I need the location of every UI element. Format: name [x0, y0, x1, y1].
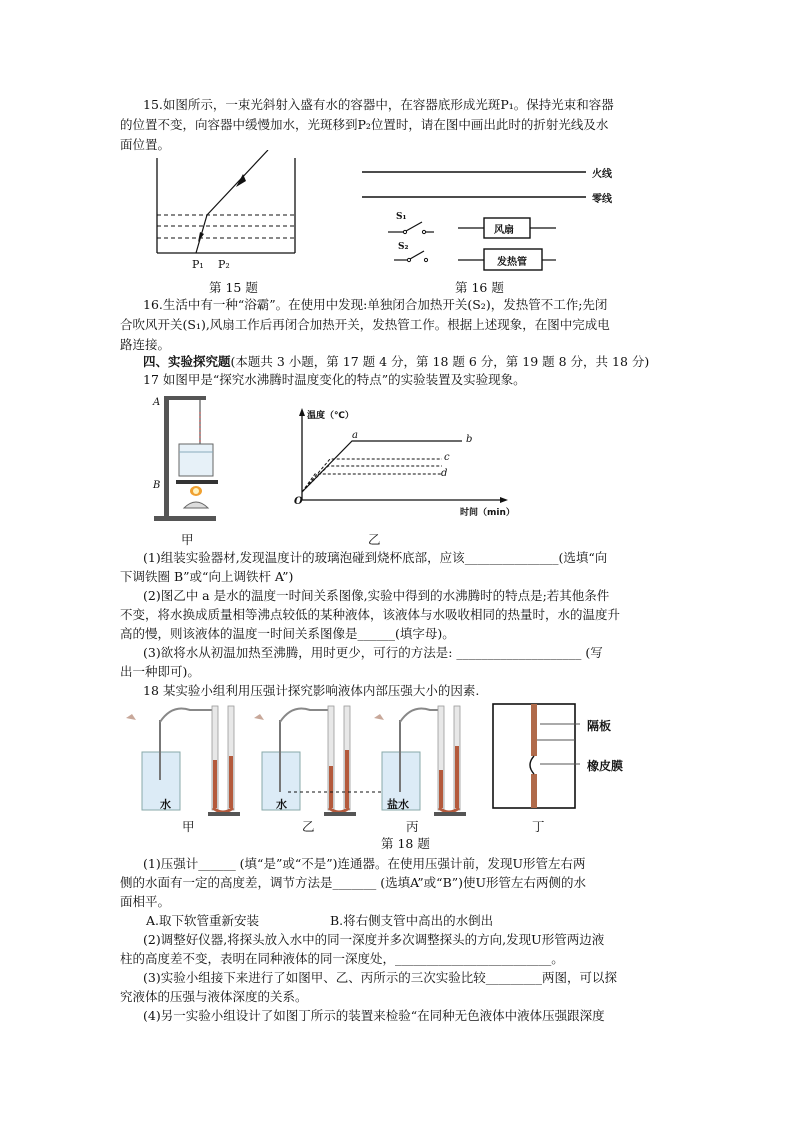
bing-saltwater-label: 盐水: [387, 798, 409, 811]
support-rod: [164, 396, 169, 518]
iron-ring-b: [176, 480, 218, 484]
curve-b-label: b: [466, 434, 473, 445]
q18-p1-line1: (1)压强计______ (填“是”或“不是”)连通器。在使用压强计前，发现U形管左右两: [143, 856, 586, 871]
curve-d-label: d: [441, 468, 448, 479]
q18-intro: 18 某实验小组利用压强计探究影响液体内部压强大小的因素.: [143, 683, 480, 698]
q17-p1-text: (1)组装实验器材,发现温度计的玻璃泡碰到烧杯底部，应该: [143, 550, 465, 565]
q18-opt-a: A.取下软管重新安装: [146, 913, 260, 928]
s1-blade: [406, 222, 422, 231]
base: [154, 516, 216, 521]
s2-blade: [410, 251, 424, 259]
figure-18-manometers: [120, 700, 480, 818]
setup-yi: [254, 706, 356, 816]
curve-d: [302, 474, 442, 492]
membrane-label: 橡皮膜: [587, 759, 624, 773]
ding-partition-bottom: [531, 774, 537, 808]
q17-intro: 17 如图甲是“探究水沸腾时温度变化的特点”的实验装置及实验现象。: [143, 372, 526, 387]
curve-c-label: c: [444, 452, 450, 463]
q15-line1: 15.如图所示，一束光斜射入盛有水的容器中，在容器底形成光斑P₁。保持光束和容器: [143, 97, 614, 112]
label-b: B: [153, 480, 161, 491]
q15-line3: 面位置。: [120, 137, 171, 152]
partition-label: 隔板: [587, 719, 612, 733]
q17-p1-line1: [143, 549, 607, 567]
section4-note: (本题共 3 小题，第 17 题 4 分，第 18 题 6 分，第 19 题 8 分，共 18 分): [230, 354, 650, 369]
incident-ray-arrow: [236, 174, 246, 187]
setup-jia: [126, 706, 240, 816]
live-wire-label: 火线: [592, 169, 612, 180]
fig17-cap-yi: 乙: [368, 532, 381, 547]
jia-water-label: 水: [160, 798, 171, 811]
rod-a-arm: [164, 396, 206, 400]
fig15-caption: 第 15 题: [209, 280, 258, 295]
ding-partition-top: [531, 704, 537, 756]
beaker: [179, 444, 213, 476]
q17-p1-tail: (选填“向: [558, 550, 608, 565]
q18-p1-line3: 面相平。: [120, 894, 171, 909]
q17-p2-line3: 高的慢，则该液体的温度一时间关系图像是______(填字母)。: [120, 626, 455, 641]
figure-15-container-diagram: [150, 150, 310, 278]
fig18-cap-ding: 丁: [532, 819, 545, 834]
q16-line2: 合吹风开关(S₁),风扇工作后再闭合加热开关，发热管工作。根据上述现象，在图中完成电: [120, 317, 610, 332]
label-p2: P₂: [218, 258, 230, 271]
fig18-cap-yi: 乙: [302, 819, 315, 834]
q17-p3-line1: (3)欲将水从初温加热至沸腾，用时更少，可行的方法是: ____________________ (写: [143, 645, 603, 660]
q16-line3: 路连接。: [120, 337, 171, 352]
fig18-cap-jia: 甲: [182, 819, 195, 834]
q17-p3-line2: 出一种即可)。: [120, 664, 200, 679]
x-axis-label: 时间（min）: [460, 508, 515, 518]
figure-18-ding: [490, 700, 585, 812]
q16-line1: 16.生活中有一种“浴霸”。在使用中发现:单独闭合加热开关(S₂)，发热管不工作;先闭: [143, 297, 608, 312]
q18-p2-line2: 柱的高度差不变，表明在同种液体的同一深度处，_________________________。: [120, 951, 564, 966]
origin-label: O: [294, 496, 303, 507]
q18-p4-line1: (4)另一实验小组设计了如图丁所示的装置来检验“在同种无色液体中液体压强跟深度: [143, 1008, 605, 1023]
refracted-ray-arrow: [198, 232, 204, 242]
q18-p3-line1: (3)实验小组接下来进行了如图甲、乙、丙所示的三次实验比较_________两图，可以探: [143, 970, 617, 985]
y-axis-label: 温度（℃）: [307, 411, 354, 421]
incident-ray: [207, 150, 268, 215]
fig17-cap-jia: 甲: [181, 532, 194, 547]
neutral-wire-label: 零线: [592, 194, 612, 205]
fig18-cap-bing: 丙: [406, 819, 419, 834]
fig18-caption: 第 18 题: [381, 836, 430, 851]
q15-line2: 的位置不变，向容器中缓慢加水，光斑移到P₂位置时，请在图中画出此时的折射光线及水: [120, 117, 609, 132]
s2-label: S₂: [398, 242, 409, 252]
fan-label: 风扇: [494, 225, 514, 236]
q17-p2-line1: (2)图乙中 a 是水的温度一时间关系图像,实验中得到的水沸腾时的特点是;若其他条件: [143, 588, 610, 603]
s1-label: S₁: [396, 212, 407, 222]
section4-heading: [143, 353, 649, 371]
heater-label: 发热管: [497, 257, 527, 268]
figure-17-apparatus: [150, 392, 225, 522]
alcohol-lamp: [184, 502, 208, 508]
curve-c2: [302, 459, 442, 492]
section4-title: 四、实验探究题: [143, 354, 231, 369]
q17-p1-blank: _______________: [464, 550, 559, 565]
yi-water-label: 水: [276, 798, 287, 811]
curve-a-label: a: [352, 430, 358, 441]
q18-p2-line1: (2)调整好仪器,将探头放入水中的同一深度并多次调整探头的方向,发现U形管两边液: [143, 932, 605, 947]
q18-p1-line2: 侧的水面有一定的高度差，调节方法是_______ (选填A”或“B”)使U形管左右两侧的水: [120, 875, 587, 890]
q18-p3-line2: 究液体的压强与液体深度的关系。: [120, 989, 308, 1004]
label-p1: P₁: [192, 258, 204, 271]
q17-p2-line2: 不变，将水换成质量相等沸点较低的某种液体，该液体与水吸收相同的热量时，水的温度升: [120, 607, 621, 622]
q17-p1-line2: 下调铁圈 B”或“向上调铁杆 A”): [120, 569, 294, 584]
q18-opt-b: B.将右侧支管中高出的水倒出: [330, 913, 494, 928]
label-a: A: [153, 397, 161, 408]
fig16-caption: 第 16 题: [455, 280, 504, 295]
